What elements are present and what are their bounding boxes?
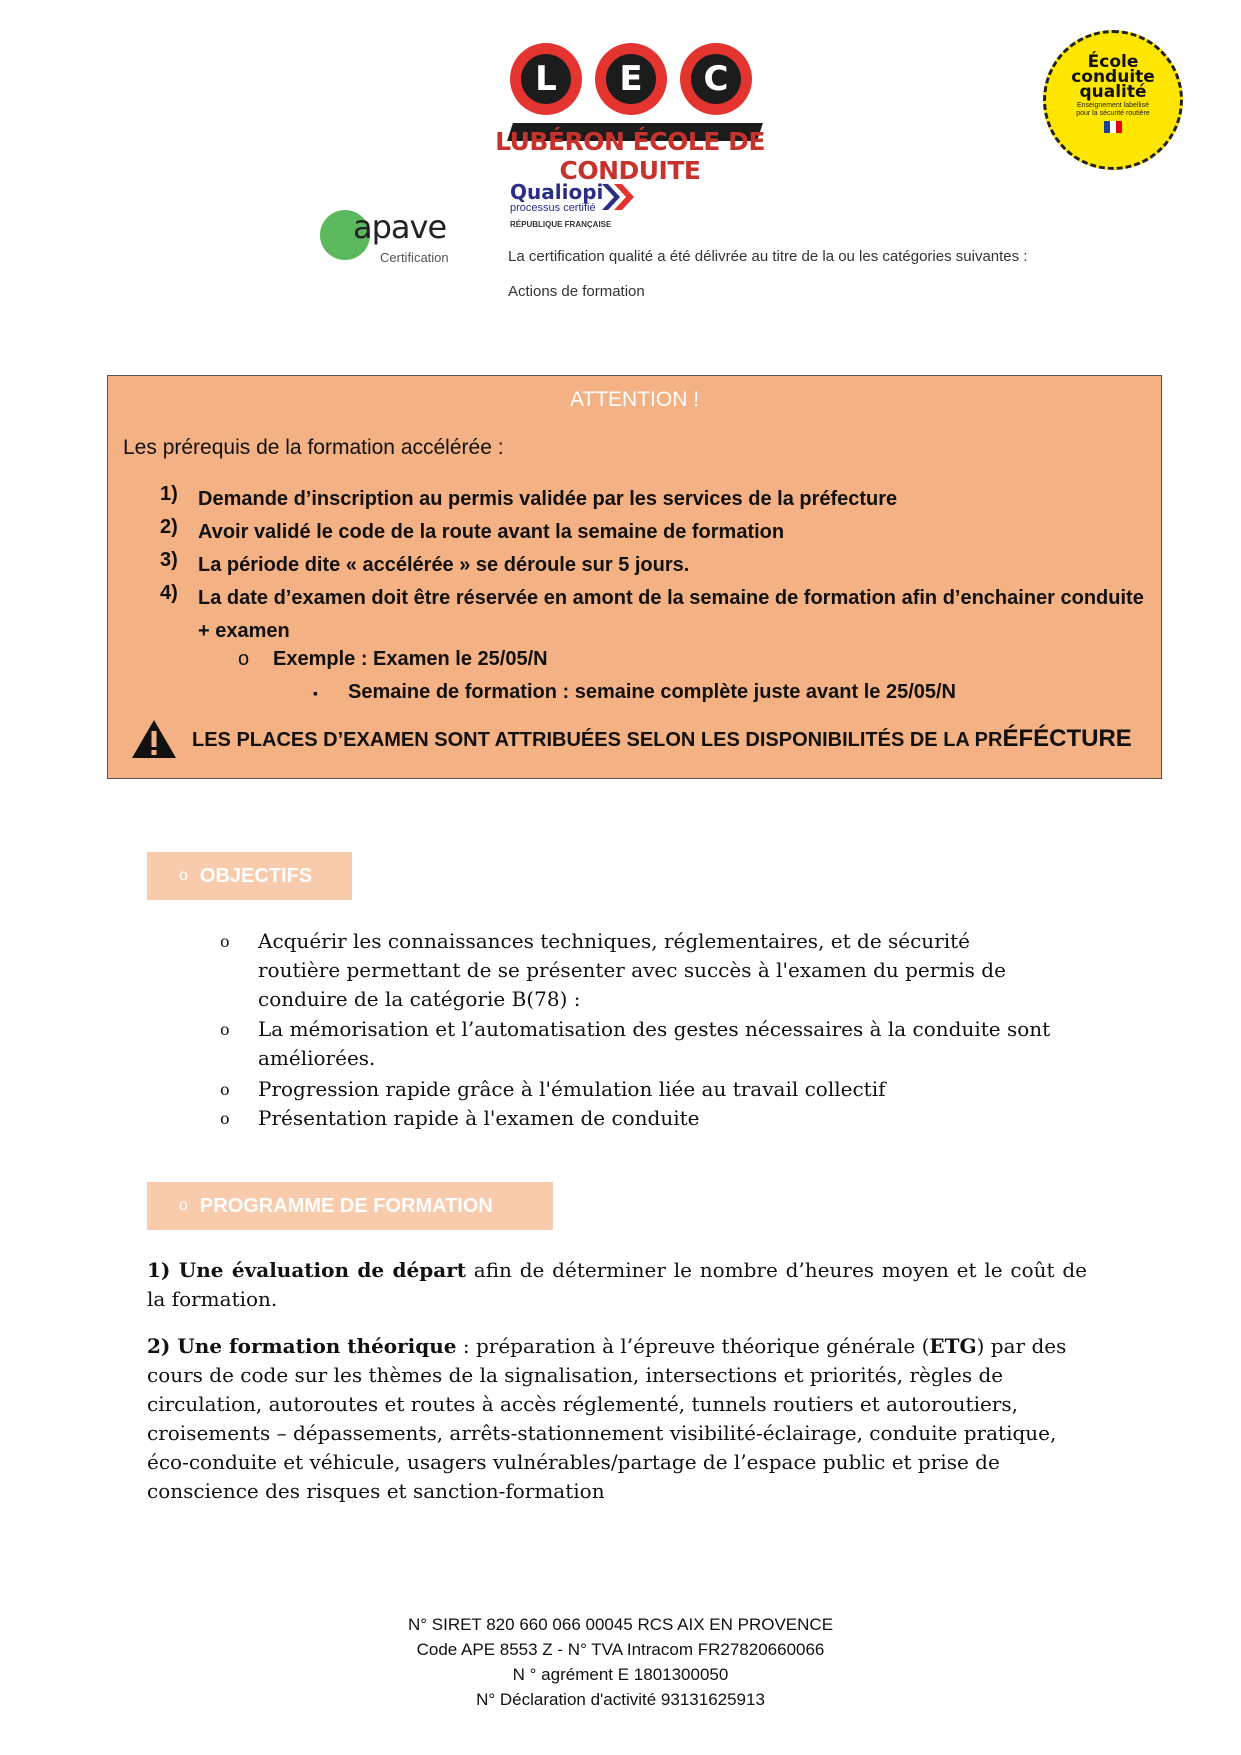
- prerequisite-number: 4): [160, 582, 178, 604]
- prerequisite-text: La date d’examen doit être réservée en amont de la semaine de formation afin d’enchainer conduite + examen: [198, 587, 1144, 642]
- prerequisite-number: 2): [160, 516, 178, 538]
- prerequisite-number: 3): [160, 549, 178, 571]
- warning-text: [192, 725, 1132, 753]
- objective-text: Progression rapide grâce à l'émulation liée au travail collectif: [258, 1077, 886, 1101]
- programme-p2-bold: 2) Une formation théorique: [147, 1334, 457, 1358]
- week-text: Semaine de formation : semaine complète juste avant le 25/05/N: [348, 681, 956, 703]
- apave-name: apave: [353, 208, 447, 246]
- objective-text: La mémorisation et l’automatisation des gestes nécessaires à la conduite sont améliorées.: [258, 1017, 1051, 1070]
- warning-line: [130, 716, 1132, 762]
- programme-p1-text: afin de déterminer le nombre d’heures moyen et le coût de la formation.: [147, 1258, 1087, 1311]
- prerequisite-number: 1): [160, 483, 178, 505]
- certification-line: La certification qualité a été délivrée au titre de la ou les catégories suivantes :: [508, 248, 1028, 265]
- attention-box: [107, 375, 1162, 779]
- objective-text: Acquérir les connaissances techniques, réglementaires, et de sécurité routière permettant de se présenter avec succès à l'examen du permis de conduire de la catégorie B(78) :: [258, 929, 1006, 1011]
- warning-text-main: LES PLACES D’EXAMEN SONT ATTRIBUÉES SELON LES DISPONIBILITÉS DE LA PR: [192, 729, 1003, 751]
- lec-letter-circle: [510, 43, 582, 115]
- qualiopi-republic: RÉPUBLIQUE FRANÇAISE: [510, 220, 612, 229]
- badge-small-text: Enseignement labellisé pour la sécurité routière: [1076, 102, 1150, 117]
- objective-text: Présentation rapide à l'examen de conduite: [258, 1106, 700, 1130]
- badge-line-3: qualité: [1079, 82, 1147, 102]
- lec-letter-c: C: [691, 54, 741, 104]
- prerequisites-heading: Les prérequis de la formation accélérée :: [123, 436, 504, 459]
- footer-ape-tva: Code APE 8553 Z - N° TVA Intracom FR27820660066: [416, 1640, 825, 1659]
- section-header-programme: [147, 1182, 553, 1230]
- lec-letter-circle: [595, 43, 667, 115]
- sub-sub-bullet: ▪: [313, 685, 318, 701]
- section-header-objectifs: [147, 852, 352, 900]
- section-title: OBJECTIFS: [199, 864, 313, 887]
- sub-bullet: o: [238, 648, 250, 670]
- list-bullet: o: [220, 1020, 230, 1039]
- badge-line-2: conduite: [1071, 67, 1155, 87]
- ecole-conduite-qualite-badge: [1043, 30, 1183, 170]
- qualiopi-logo: [510, 180, 670, 235]
- lec-letter-l: L: [521, 54, 571, 104]
- section-bullet: o: [179, 867, 188, 884]
- apave-logo: [320, 208, 470, 268]
- certification-category: Actions de formation: [508, 283, 645, 300]
- programme-p1-bold: 1) Une évaluation de départ: [147, 1258, 466, 1282]
- qualiopi-name: Qualiopi: [510, 180, 604, 204]
- list-bullet: o: [220, 1109, 230, 1128]
- lec-logo: [440, 35, 820, 185]
- lec-letter-circle: [680, 43, 752, 115]
- prerequisite-text: Avoir validé le code de la route avant la semaine de formation: [198, 521, 785, 543]
- warning-text-big: ÉFÉCTURE: [1002, 725, 1132, 752]
- footer-declaration: N° Déclaration d'activité 93131625913: [476, 1690, 765, 1709]
- attention-title: ATTENTION !: [569, 388, 700, 411]
- school-name: LUBÉRON ÉCOLE DE CONDUITE: [495, 127, 765, 185]
- qualiopi-sub: processus certifié: [510, 202, 596, 214]
- badge-line-1: École: [1087, 52, 1139, 72]
- apave-sub: Certification: [380, 250, 449, 265]
- warning-icon: [130, 718, 178, 760]
- programme-p2-text-b: ) par des cours de code sur les thèmes de la signalisation, intersections et priorités, règles de circulation, autoroutes et routes à accès réglementé, tunnels routiers et autoroutiers, croisements – dépassements, arrêts-stationnement visibilité-éclairage, conduite pratique, éco-conduite et véhicule, usagers vulnérables/partage de l’espace public et prise de conscience des risques et sanction-formation: [147, 1334, 1067, 1503]
- prerequisite-text: Demande d’inscription au permis validée par les services de la préfecture: [198, 488, 898, 510]
- programme-p2-text-a: : préparation à l’épreuve théorique générale (: [456, 1334, 930, 1358]
- french-flag-icon: [1104, 121, 1122, 133]
- footer-siret: N° SIRET 820 660 066 00045 RCS AIX EN PROVENCE: [407, 1615, 834, 1634]
- lec-letter-e: E: [606, 54, 656, 104]
- section-title: PROGRAMME DE FORMATION: [199, 1194, 493, 1217]
- footer-agrement: N ° agrément E 1801300050: [512, 1665, 729, 1684]
- section-bullet: o: [179, 1197, 188, 1214]
- example-text: Exemple : Examen le 25/05/N: [273, 648, 548, 670]
- programme-p2-etg: ETG: [929, 1334, 977, 1358]
- footer: [0, 1612, 1241, 1712]
- prerequisite-text: La période dite « accélérée » se déroule sur 5 jours.: [198, 554, 690, 576]
- qualiopi-arrows-icon: [600, 182, 636, 212]
- list-bullet: o: [220, 932, 230, 951]
- programme-paragraph-2: [147, 1332, 1087, 1506]
- list-bullet: o: [220, 1080, 230, 1099]
- programme-paragraph-1: [147, 1256, 1087, 1314]
